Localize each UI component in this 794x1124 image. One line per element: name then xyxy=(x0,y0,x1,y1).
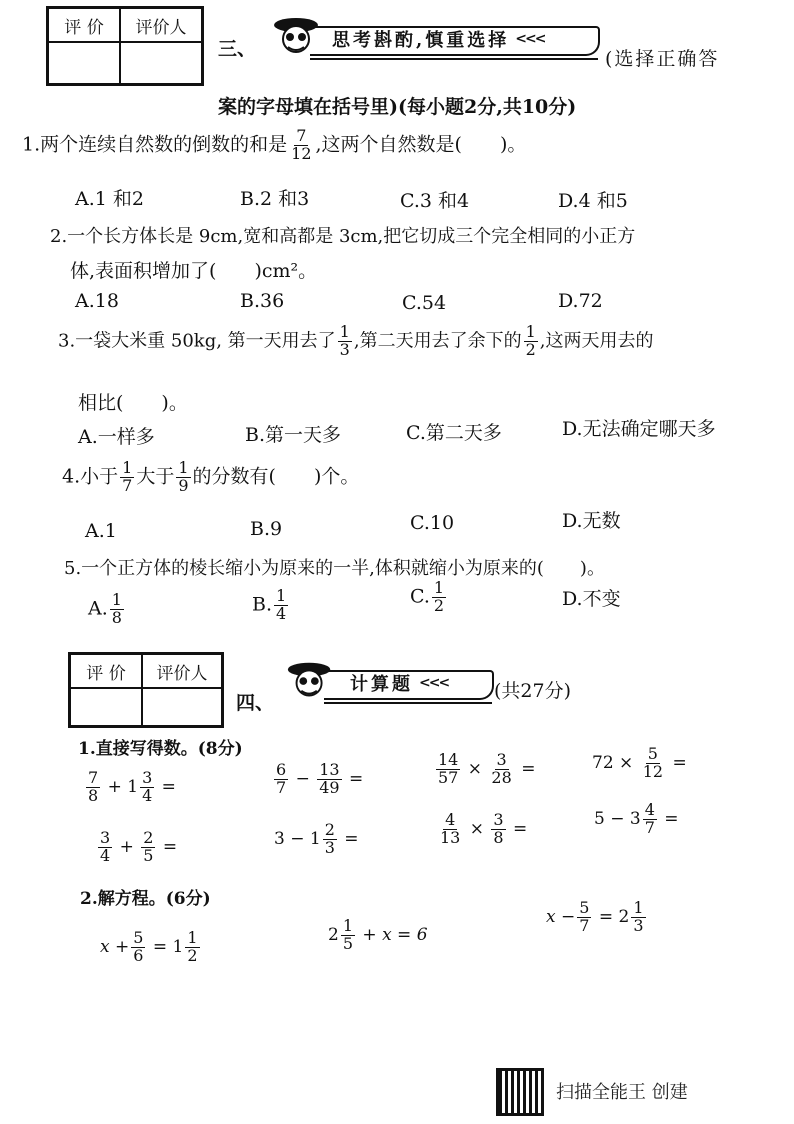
grader-label: 评价人 xyxy=(142,654,222,688)
fraction: $\frac{1}{7}$ xyxy=(122,458,133,495)
option-5a[interactable]: A. $\frac{1}{8}$ xyxy=(88,590,122,627)
option-4a[interactable]: A.1 xyxy=(85,520,117,542)
question-2-line1: 2.一个长方体长是 9cm,宽和高都是 3cm,把它切成三个完全相同的小正方 xyxy=(50,226,636,247)
equation-1: x + $\frac{5}{6}$ = 1 $\frac{1}{2}$ xyxy=(100,928,198,965)
arrows-icon: <<< xyxy=(419,675,449,691)
option-3b[interactable]: B.第一天多 xyxy=(245,424,342,446)
score-cell[interactable] xyxy=(48,42,120,84)
part2-title: 2.解方程。(6分) xyxy=(80,889,211,909)
grader-cell[interactable] xyxy=(142,688,222,726)
question-2-line2: 体,表面积增加了( )cm²。 xyxy=(70,260,318,282)
option-3c[interactable]: C.第二天多 xyxy=(406,422,502,444)
option-5b[interactable]: B. $\frac{1}{4}$ xyxy=(252,586,287,623)
option-4c[interactable]: C.10 xyxy=(410,512,455,534)
calc-r1c2: $\frac{6}{7}$ − $\frac{13}{49}$ = xyxy=(276,760,364,797)
fraction: $\frac{7}{12}$ xyxy=(291,126,312,163)
fraction: $\frac{1}{4}$ xyxy=(276,586,287,623)
fraction: $\frac{1}{8}$ xyxy=(111,590,122,627)
section4-points: (共27分) xyxy=(494,680,572,702)
score-cell[interactable] xyxy=(70,688,142,726)
grader-cell[interactable] xyxy=(120,42,202,84)
option-1d[interactable]: D.4 和5 xyxy=(558,190,628,212)
calc-r1c4: 72 × $\frac{5}{12}$ = xyxy=(592,744,687,781)
option-4b[interactable]: B.9 xyxy=(250,518,283,540)
fraction: $\frac{1}{9}$ xyxy=(178,458,189,495)
score-label: 评 价 xyxy=(70,654,142,688)
score-label: 评 价 xyxy=(48,8,120,42)
option-3d[interactable]: D.无法确定哪天多 xyxy=(562,418,716,440)
fraction: $\frac{1}{2}$ xyxy=(525,322,536,359)
question-3-line1: 3.一袋大米重 50kg, 第一天用去了 $\frac{1}{3}$ ,第二天用去了余下的 $\frac{1}{2}$ ,这两天用去的 xyxy=(58,322,654,359)
option-5c[interactable]: C. $\frac{1}{2}$ xyxy=(410,578,445,615)
question-3-line2: 相比( )。 xyxy=(78,392,188,414)
score-table-section3 xyxy=(46,6,204,86)
section4-banner xyxy=(284,662,494,704)
option-2c[interactable]: C.54 xyxy=(402,292,447,314)
section4-title: 计算题 xyxy=(350,674,413,695)
part1-title: 1.直接写得数。(8分) xyxy=(78,739,243,759)
qr-code-icon xyxy=(496,1068,544,1116)
calc-r2c1: $\frac{3}{4}$ + $\frac{2}{5}$ = xyxy=(100,828,178,865)
fraction: $\frac{1}{3}$ xyxy=(339,322,350,359)
section3-instruction-2: 案的字母填在括号里)(每小题2分,共10分) xyxy=(218,96,577,118)
option-4d[interactable]: D.无数 xyxy=(562,510,621,532)
option-2a[interactable]: A.18 xyxy=(75,290,119,312)
calc-r1c1: $\frac{7}{8}$ + 1 $\frac{3}{4}$ = xyxy=(88,768,176,805)
calc-r2c2: 3 − 1 $\frac{2}{3}$ = xyxy=(274,820,359,857)
option-3a[interactable]: A.一样多 xyxy=(78,426,155,448)
section3-title: 思考斟酌,慎重选择 xyxy=(332,30,510,51)
calc-r2c3: $\frac{4}{13}$ × $\frac{3}{8}$ = xyxy=(440,810,528,847)
calc-r1c3: $\frac{14}{57}$ × $\frac{3}{28}$ = xyxy=(438,750,536,787)
equation-2: 2 $\frac{1}{5}$ + x = 6 xyxy=(328,916,428,953)
score-table-section4 xyxy=(68,652,224,728)
fraction: $\frac{1}{2}$ xyxy=(433,578,445,615)
option-1b[interactable]: B.2 和3 xyxy=(240,188,310,210)
question-4: 4.小于 $\frac{1}{7}$ 大于 $\frac{1}{9}$ 的分数有( )个。 xyxy=(62,458,360,495)
calc-r2c4: 5 − 3 $\frac{4}{7}$ = xyxy=(594,800,679,837)
section4-number: 四、 xyxy=(236,692,275,714)
section3-banner xyxy=(270,18,600,60)
option-1c[interactable]: C.3 和4 xyxy=(400,190,470,212)
grader-label: 评价人 xyxy=(120,8,202,42)
section3-number: 三、 xyxy=(218,38,257,60)
arrows-icon: <<< xyxy=(515,31,545,47)
mascot-icon xyxy=(284,658,338,708)
option-1a[interactable]: A.1 和2 xyxy=(75,188,144,210)
question-1: 1.两个连续自然数的倒数的和是 $\frac{7}{12}$ ,这两个自然数是( )。 xyxy=(22,126,527,163)
section3-instruction-1: (选择正确答 xyxy=(605,48,720,70)
question-5: 5.一个正方体的棱长缩小为原来的一半,体积就缩小为原来的( )。 xyxy=(64,558,605,579)
option-2b[interactable]: B.36 xyxy=(240,290,285,312)
equation-3: x − $\frac{5}{7}$ = 2 $\frac{1}{3}$ xyxy=(546,898,644,935)
option-5d[interactable]: D.不变 xyxy=(562,588,621,610)
mascot-icon xyxy=(270,15,326,63)
option-2d[interactable]: D.72 xyxy=(558,290,603,312)
scanner-watermark: 扫描全能王 创建 xyxy=(556,1082,688,1103)
